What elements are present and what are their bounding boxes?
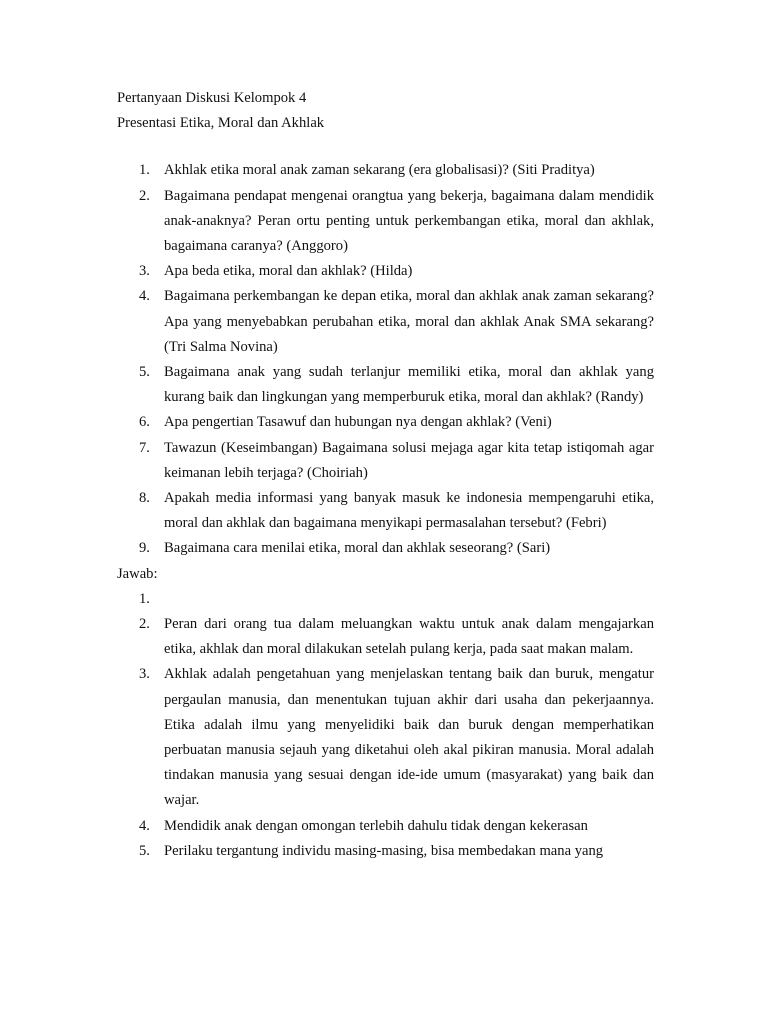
question-item: [117, 410, 654, 435]
question-item: [117, 436, 654, 486]
question-number: 4.: [139, 288, 150, 305]
answer-number: 2.: [139, 616, 150, 633]
question-number: 9.: [139, 540, 150, 557]
question-text: Apa pengertian Tasawuf dan hubungan nya dengan akhlak? (Veni): [164, 414, 552, 431]
question-number: 2.: [139, 187, 150, 204]
question-item: [117, 536, 654, 561]
question-item: [117, 158, 654, 183]
answer-text: [164, 587, 654, 612]
spacer: [117, 136, 654, 158]
document-content: [117, 86, 654, 864]
question-text: Tawazun (Keseimbangan) Bagaimana solusi mejaga agar kita tetap istiqomah agar keimanan lebih terjaga? (Choiriah): [164, 439, 654, 481]
answer-number: 4.: [139, 817, 150, 834]
question-item: [117, 184, 654, 260]
answer-text: Mendidik anak dengan omongan terlebih dahulu tidak dengan kekerasan: [164, 817, 588, 834]
question-number: 8.: [139, 490, 150, 507]
document-subtitle: Presentasi Etika, Moral dan Akhlak: [117, 115, 325, 132]
answer-text: Perilaku tergantung individu masing-masing, bisa membedakan mana yang: [164, 842, 604, 859]
question-item: [117, 259, 654, 284]
question-item: [117, 486, 654, 536]
answer-list: [117, 587, 654, 864]
question-text: Bagaimana cara menilai etika, moral dan akhlak seseorang? (Sari): [164, 540, 551, 557]
question-number: 1.: [139, 162, 150, 179]
question-text: Bagaimana pendapat mengenai orangtua yang bekerja, bagaimana dalam mendidik anak-anaknya? Peran ortu penting untuk perkembangan etika, moral dan akhlak, bagaimana caranya? (Anggoro): [164, 187, 654, 255]
answer-number: 1.: [139, 590, 150, 607]
answer-item: [117, 612, 654, 662]
question-item: [117, 284, 654, 360]
answer-item: [117, 839, 654, 864]
answer-text: Peran dari orang tua dalam meluangkan waktu untuk anak dalam mengajarkan etika, akhlak dan moral dilakukan setelah pulang kerja, pada saat makan malam.: [164, 616, 654, 658]
question-number: 5.: [139, 364, 150, 381]
question-number: 6.: [139, 414, 150, 431]
question-text: Apakah media informasi yang banyak masuk ke indonesia mempengaruhi etika, moral dan akhlak dan bagaimana menyikapi permasalahan tersebut? (Febri): [164, 490, 654, 532]
question-text: Bagaimana perkembangan ke depan etika, moral dan akhlak anak zaman sekarang? Apa yang menyebabkan perubahan etika, moral dan akhlak Anak SMA sekarang? (Tri Salma Novina): [164, 288, 654, 355]
answer-item: [117, 662, 654, 813]
question-item: [117, 360, 654, 410]
question-list: [117, 158, 654, 561]
answer-number: 3.: [139, 666, 150, 683]
question-text: Akhlak etika moral anak zaman sekarang (era globalisasi)? (Siti Praditya): [164, 162, 595, 179]
answers-label: Jawab:: [117, 565, 158, 582]
question-number: 7.: [139, 439, 150, 456]
answer-item: [117, 814, 654, 839]
answer-item: [117, 587, 654, 612]
question-text: Apa beda etika, moral dan akhlak? (Hilda): [164, 263, 413, 280]
answer-text: Akhlak adalah pengetahuan yang menjelaskan tentang baik dan buruk, mengatur pergaulan manusia, dan menentukan tujuan akhir dari usaha dan pekerjaannya. Etika adalah ilmu yang menyelidiki baik dan buruk dengan memperhatikan perbuatan manusia sejauh yang diketahui oleh akal pikiran manusia. Moral adalah tindakan manusia yang sesuai dengan ide-ide umum (masyarakat) yang baik dan wajar.: [164, 666, 654, 809]
question-text: Bagaimana anak yang sudah terlanjur memiliki etika, moral dan akhlak yang kurang baik dan lingkungan yang memperburuk etika, moral dan akhlak? (Randy): [164, 364, 654, 406]
answer-number: 5.: [139, 842, 150, 859]
question-number: 3.: [139, 263, 150, 280]
document-title: Pertanyaan Diskusi Kelompok 4: [117, 90, 307, 106]
